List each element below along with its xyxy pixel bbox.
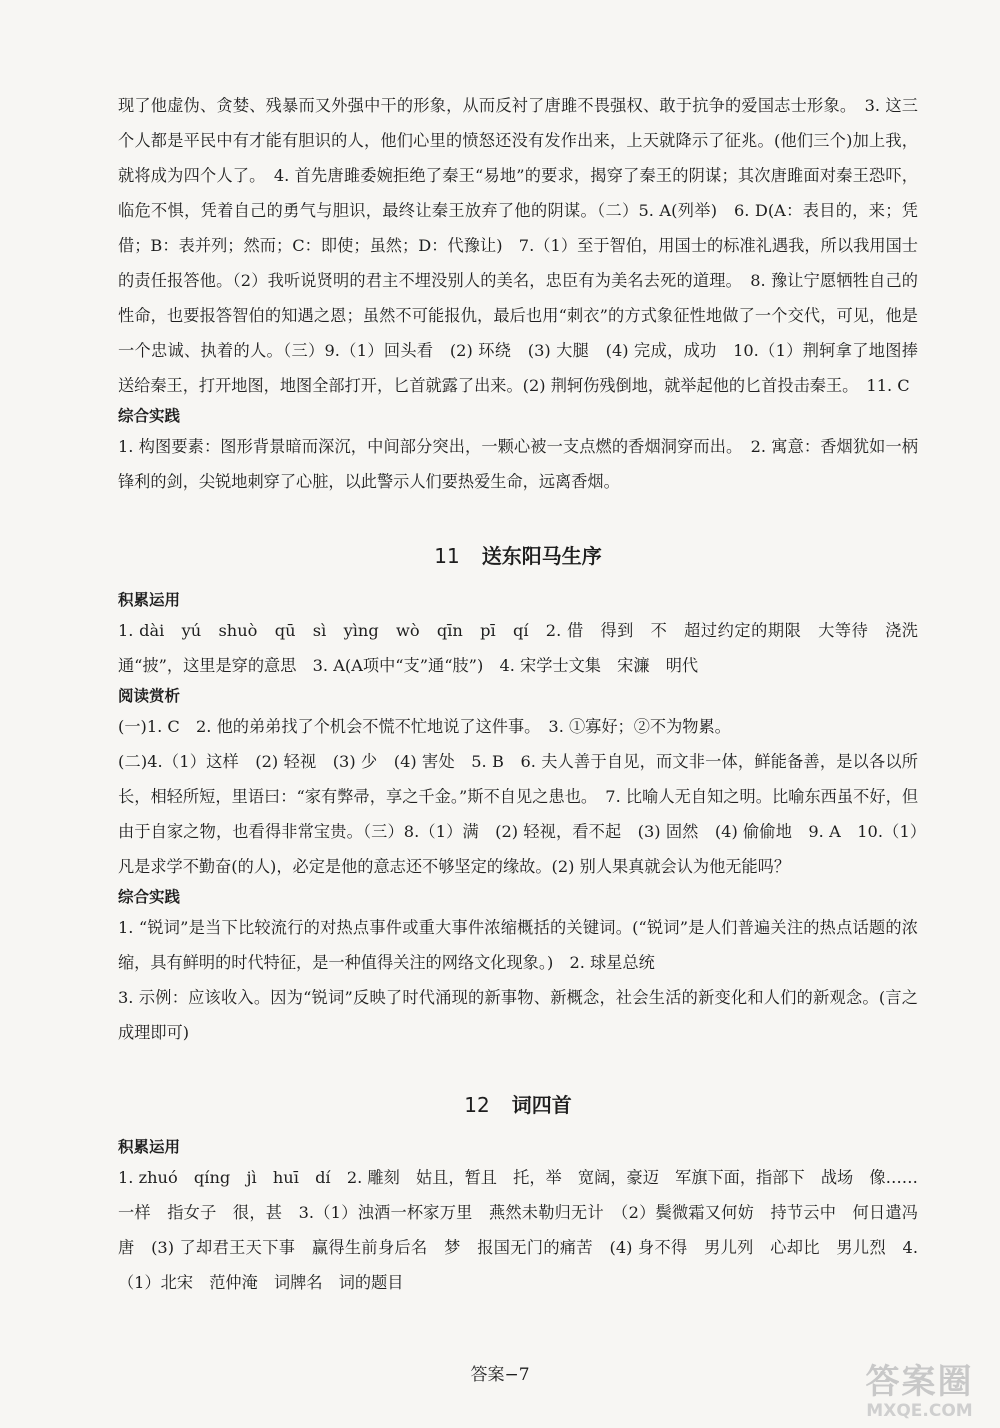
watermark-url: MXQE.COM [866, 1401, 973, 1421]
lesson-name: 送东阳马生序 [481, 544, 602, 568]
answer-paragraph: 现了他虚伪、贪婪、残暴而又外强中干的形象，从而反衬了唐雎不畏强权、敢于抗争的爱国志士形象。 3. 这三个人都是平民中有才能有胆识的人，他们心里的愤怒还没有发作出来，上天就降示了征兆。(他们三个)加上我，就将成为四个人了。 4. 首先唐雎委婉拒绝了秦王“易地”的要求，揭穿了秦王的阴谋；其次唐雎面对秦王恐吓，临危不惧，凭着自己的勇气与胆识，最终让秦王放弃了他的阴谋。（二）5. A(列举) 6. D(A：表目的，来；凭借；B：表并列；然而；C：即使；虽然；D：代豫让) 7.（1）至于智伯，用国士的标准礼遇我，所以我用国士的责任报答他。（2）我听说贤明的君主不埋没别人的美名，忠臣有为美名去死的道理。 8. 豫让宁愿牺牲自己的性命，也要报答智伯的知遇之恩；虽然不可能报仇，最后也用“刺衣”的方式象征性地做了一个交代，可见，他是一个忠诚、执着的人。（三）9.（1）回头看 (2) 环绕 (3) 大腿 (4) 完成，成功 10.（1）荆轲拿了地图捧送给秦王，打开地图，地图全部打开，匕首就露了出来。(2) 荆轲伤残倒地，就举起他的匕首投击秦王。 11. C [118, 96, 918, 395]
accumulate-paragraph: 1. zhuó qíng jì huī dí 2. 雕刻 姑且，暂且 托，举 宽阔，豪迈 军旗下面，指部下 战场 像……一样 指女子 很，甚 3.（1）浊酒一杯家万里 燕然未勒归无计 （2）鬓微霜又何妨 持节云中 何日遣冯唐 (3) 了却君王天下事 赢得生前身后名 梦 报国无门的痛苦 (4) 身不得 男儿列 心却比 男儿烈 4.（1）北宋 范仲淹 词牌名 词的题目 [118, 1168, 918, 1292]
page-number: 答案−7 [470, 1365, 530, 1385]
reading-paragraph-1: (一)1. C 2. 他的弟弟找了个机会不慌不忙地说了这件事。 3. ①寡好；②不为物累。 [118, 717, 731, 736]
lesson-11-title [118, 541, 918, 571]
lesson-number: 11 [434, 544, 460, 568]
section-heading-practice: 综合实践 [118, 407, 181, 425]
lesson-12-title [118, 1090, 918, 1120]
section-heading-reading: 阅读赏析 [118, 687, 181, 705]
answer-page [118, 88, 935, 1300]
practice-paragraph-2: 3. 示例：应该收入。因为“锐词”反映了时代涌现的新事物、新概念，社会生活的新变化和人们的新观念。(言之成理即可) [118, 988, 918, 1042]
practice-paragraph: 1. 构图要素：图形背景暗而深沉，中间部分突出，一颗心被一支点燃的香烟洞穿而出。 2. 寓意：香烟犹如一柄锋利的剑，尖锐地刺穿了心脏，以此警示人们要热爱生命，远离香烟。 [118, 437, 918, 491]
section-heading-accumulate: 积累运用 [118, 1138, 181, 1156]
lesson-name: 词四首 [511, 1093, 572, 1117]
lesson-number: 12 [464, 1093, 490, 1117]
accumulate-paragraph: 1. dài yú shuò qū sì yìng wò qīn pī qí 2. 借 得到 不 超过约定的期限 大等待 浇洗 通“披”，这里是穿的意思 3. A(A项中“支”通“肢”) 4. 宋学士文集 宋濂 明代 [118, 621, 935, 675]
watermark-logo [847, 1362, 992, 1424]
section-heading-practice: 综合实践 [118, 888, 181, 906]
watermark-text: 答案圈 [865, 1362, 974, 1402]
reading-paragraph-2: (二)4.（1）这样 (2) 轻视 (3) 少 (4) 害处 5. B 6. 夫人善于自见，而文非一体，鲜能备善，是以各以所长，相轻所短，里语曰：“家有弊帚，享之千金。”斯不自见之患也。 7. 比喻人无自知之明。比喻东西虽不好，但由于自家之物，也看得非常宝贵。（三）8.（1）满 (2) 轻视，看不起 (3) 固然 (4) 偷偷地 9. A 10.（1）凡是求学不勤奋(的人)，必定是他的意志还不够坚定的缘故。(2) 别人果真就会认为他无能吗？ [118, 752, 918, 876]
section-heading-accumulate: 积累运用 [118, 591, 181, 609]
practice-paragraph-1: 1. “锐词”是当下比较流行的对热点事件或重大事件浓缩概括的关键词。(“锐词”是人们普遍关注的热点话题的浓缩，具有鲜明的时代特征，是一种值得关注的网络文化现象。) 2. 球星总统 [118, 918, 918, 972]
